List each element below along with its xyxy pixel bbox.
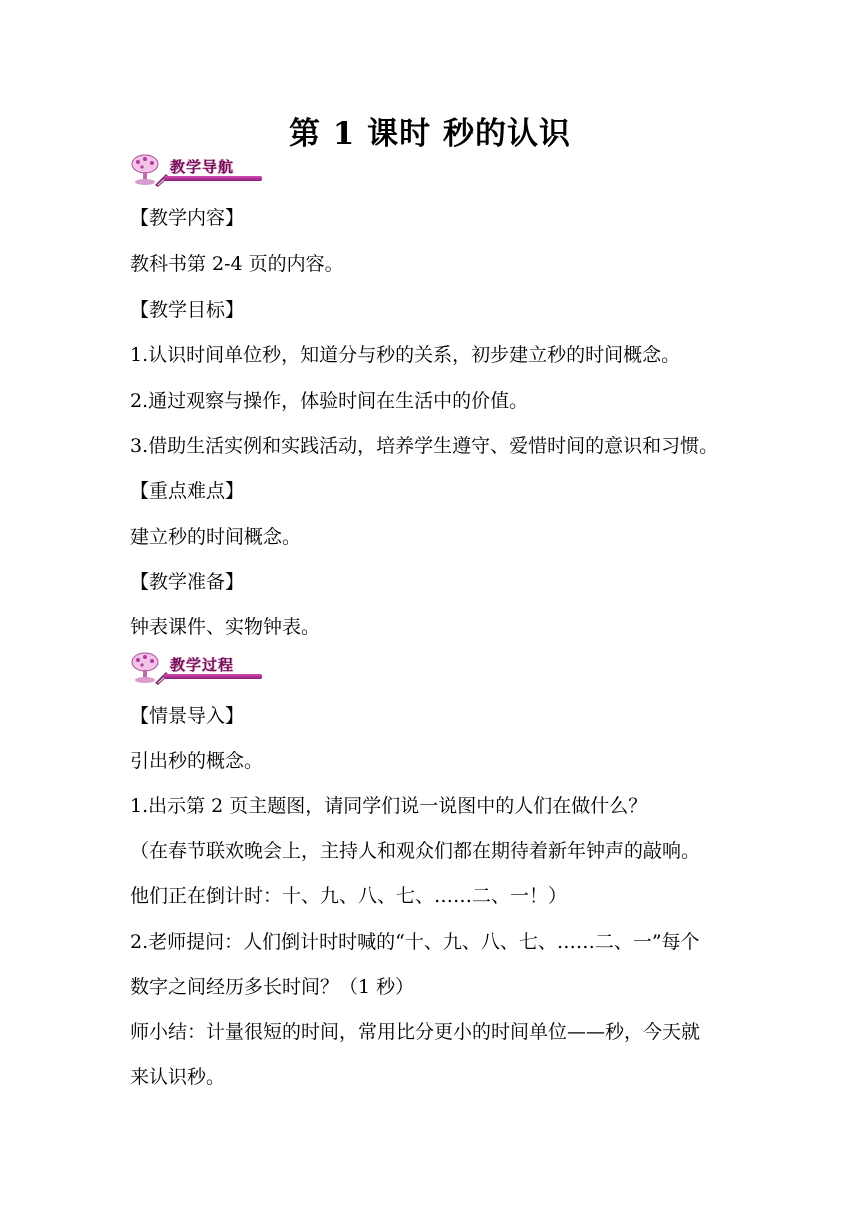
text-line: 1.认识时间单位秒，知道分与秒的关系，初步建立秒的时间概念。 — [130, 344, 681, 366]
text-line: 教科书第 2-4 页的内容。 — [130, 253, 344, 275]
text-line: 钟表课件、实物钟表。 — [130, 616, 321, 638]
badge-underline — [164, 674, 262, 679]
text-line: 2.老师提问：人们倒计时时喊的“十、九、八、七、……二、一”每个 — [130, 931, 700, 953]
heading-intro: 【情景导入】 — [130, 705, 245, 727]
text-line: 3.借助生活实例和实践活动，培养学生遵守、爱惜时间的意识和习惯。 — [130, 435, 719, 457]
heading-preparation: 【教学准备】 — [130, 571, 245, 593]
heading-key-points: 【重点难点】 — [130, 480, 245, 502]
text-line: 师小结：计量很短的时间，常用比分更小的时间单位——秒，今天就 — [130, 1021, 701, 1043]
text-line: 1.出示第 2 页主题图，请同学们说一说图中的人们在做什么？ — [130, 795, 648, 817]
text-line: 来认识秒。 — [130, 1066, 226, 1088]
heading-content: 【教学内容】 — [130, 207, 245, 229]
lesson-title: 第 1 课时 秒的认识 — [289, 116, 571, 152]
section-badge-nav — [128, 152, 264, 188]
badge-label: 教学过程 — [170, 656, 235, 674]
badge-label: 教学导航 — [170, 158, 235, 176]
text-line: 数字之间经历多长时间？（1 秒） — [130, 976, 415, 998]
heading-goals: 【教学目标】 — [130, 299, 245, 321]
badge-underline — [164, 176, 262, 181]
text-line: 2.通过观察与操作，体验时间在生活中的价值。 — [130, 390, 529, 412]
lamp-book-icon — [128, 650, 172, 686]
lamp-book-icon — [128, 152, 172, 188]
text-line: 建立秒的时间概念。 — [130, 526, 302, 548]
section-badge-process — [128, 650, 264, 686]
text-line: 他们正在倒计时：十、九、八、七、……二、一！） — [130, 885, 568, 907]
text-line: 引出秒的概念。 — [130, 750, 264, 772]
text-line: （在春节联欢晚会上，主持人和观众们都在期待着新年钟声的敲响。 — [130, 840, 701, 862]
